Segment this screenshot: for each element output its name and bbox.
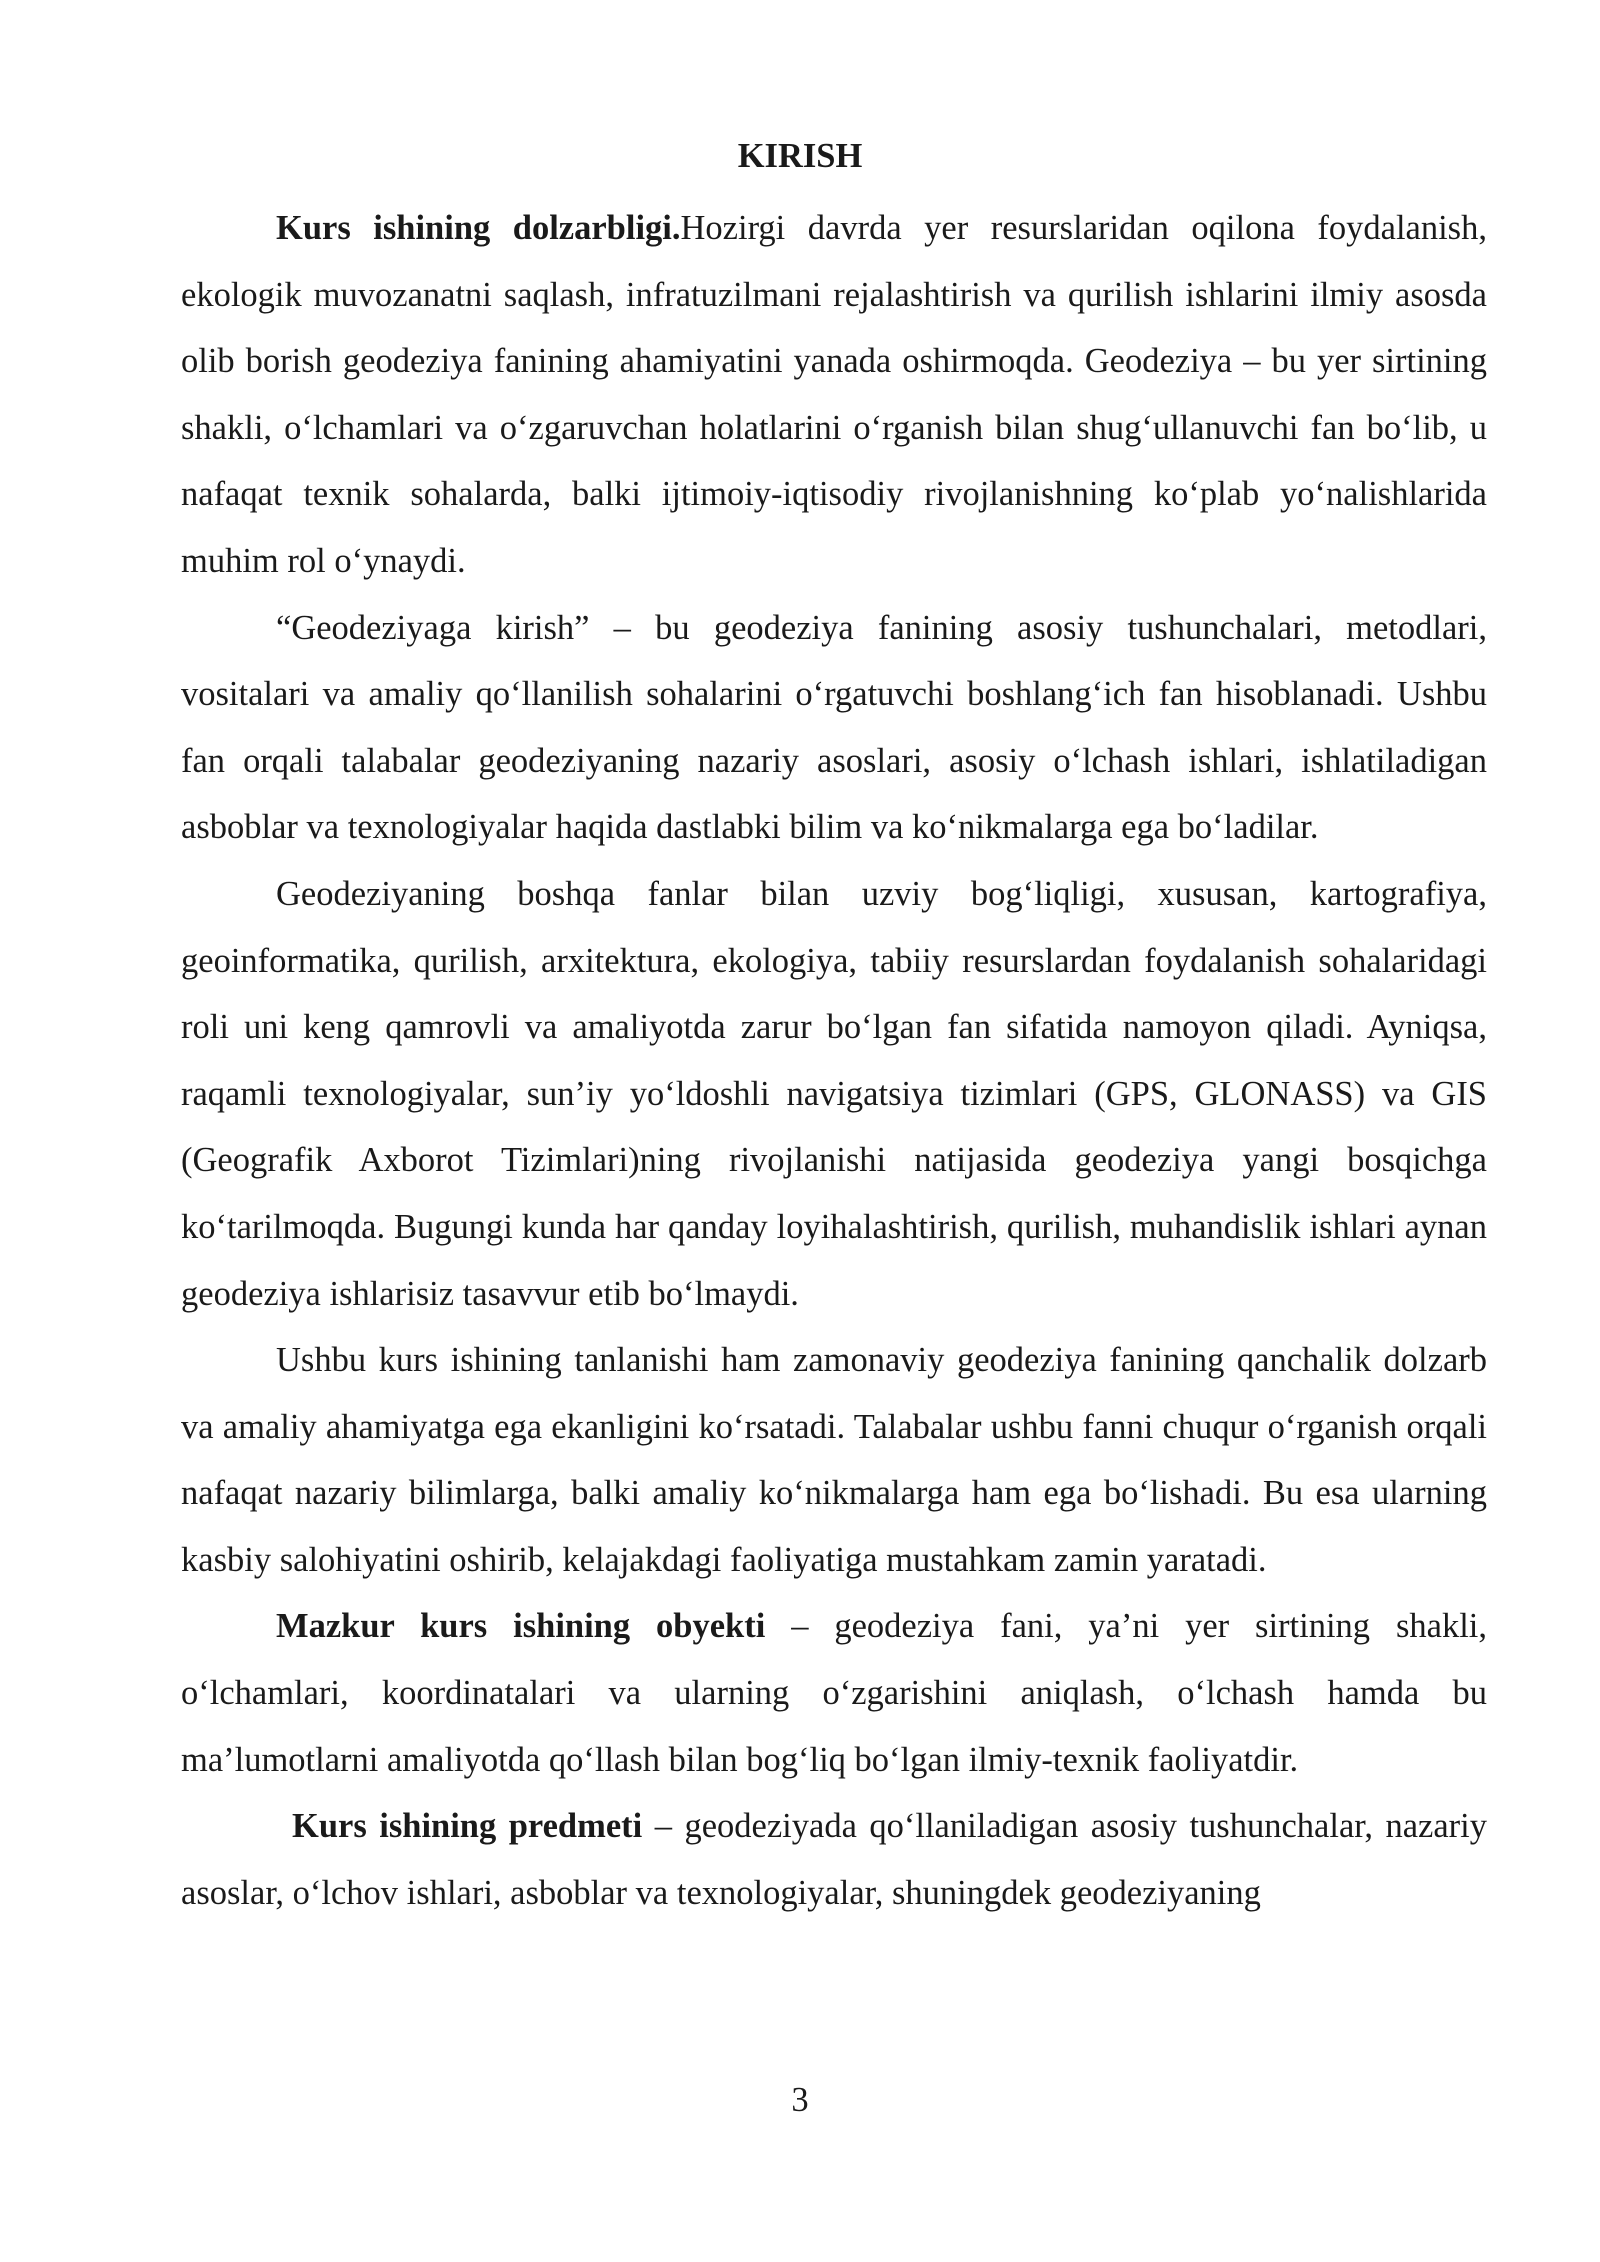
paragraph-lead: Kurs ishining predmeti (292, 1807, 643, 1846)
paragraph-text: Geodeziyaning boshqa fanlar bilan uzviy bogʻliqligi, xususan, kartografiya, geoinformatika, qurilish, arxitektura, ekologiya, tabiiy resurslardan foydalanish sohalaridagi roli uni keng qamrovli va amaliyotda zarur boʻlgan fan sifatida namoyon qiladi. Ayniqsa, raqamli texnologiyalar, sun’iy yoʻldoshli navigatsiya tizimlari (GPS, GLONASS) va GIS (Geografik Axborot Tizimlari)ning rivojlanishi natijasida geodeziya yangi bosqichga koʻtarilmoqda. Bugungi kunda har qanday loyihalashtirish, qurilish, muhandislik ishlari aynan geodeziya ishlarisiz tasavvur etib boʻlmaydi. (181, 874, 1487, 1313)
paragraph-subject (181, 1793, 1487, 1926)
paragraph-text: “Geodeziyaga kirish” – bu geodeziya fanining asosiy tushunchalari, metodlari, vositalari va amaliy qoʻllanilish sohalarini oʻrgatuvchi boshlangʻich fan hisoblanadi. Ushbu fan orqali talabalar geodeziyaning nazariy asoslari, asosiy oʻlchash ishlari, ishlatiladigan asboblar va texnologiyalar haqida dastlabki bilim va koʻnikmalarga ega boʻladilar. (181, 608, 1487, 847)
paragraph-lead: Mazkur kurs ishining obyekti (276, 1607, 766, 1646)
paragraph-text: – geodeziya fani, ya’ni yer sirtining shakli, oʻlchamlari, koordinatalari va ularning oʻzgarishini aniqlash, oʻlchash hamda bu ma’lumotlarni amaliyotda qoʻllash bilan bogʻliq boʻlgan ilmiy-texnik faoliyatdir. (181, 1607, 1487, 1779)
page-title: KIRISH (737, 137, 863, 175)
paragraph-text: Hozirgi davrda yer resurslaridan oqilona foydalanish, ekologik muvozanatni saqlash, infratuzilmani rejalashtirish va qurilish ishlarini ilmiy asosda olib borish geodeziya fanining ahamiyatini yanada oshirmoqda. Geodeziya – bu yer sirtining shakli, oʻlchamlari va oʻzgaruvchan holatlarini oʻrganish bilan shugʻullanuvchi fan boʻlib, u nafaqat texnik sohalarda, balki ijtimoiy-iqtisodiy rivojlanishning koʻplab yoʻnalishlarida muhim rol oʻynaydi. (181, 209, 1487, 580)
paragraph-object (181, 1593, 1487, 1793)
paragraph-interdisciplinary (181, 861, 1487, 1327)
paragraph-text: – geodeziyada qoʻllaniladigan asosiy tushunchalar, nazariy asoslar, oʻlchov ishlari, asboblar va texnologiyalar, shuningdek geodeziyaning (181, 1807, 1487, 1912)
paragraph-relevance (181, 195, 1487, 595)
page-number: 3 (791, 2081, 809, 2119)
body-text (181, 195, 1487, 1926)
paragraph-text: Ushbu kurs ishining tanlanishi ham zamonaviy geodeziya fanining qanchalik dolzarb va amaliy ahamiyatga ega ekanligini koʻrsatadi. Talabalar ushbu fanni chuqur oʻrganish orqali nafaqat nazariy bilimlarga, balki amaliy koʻnikmalarga ham ega boʻlishadi. Bu esa ularning kasbiy salohiyatini oshirib, kelajakdagi faoliyatiga mustahkam zamin yaratadi. (181, 1341, 1487, 1579)
paragraph-course-choice (181, 1327, 1487, 1593)
paragraph-introduction-course (181, 595, 1487, 861)
paragraph-lead: Kurs ishining dolzarbligi. (276, 209, 681, 247)
